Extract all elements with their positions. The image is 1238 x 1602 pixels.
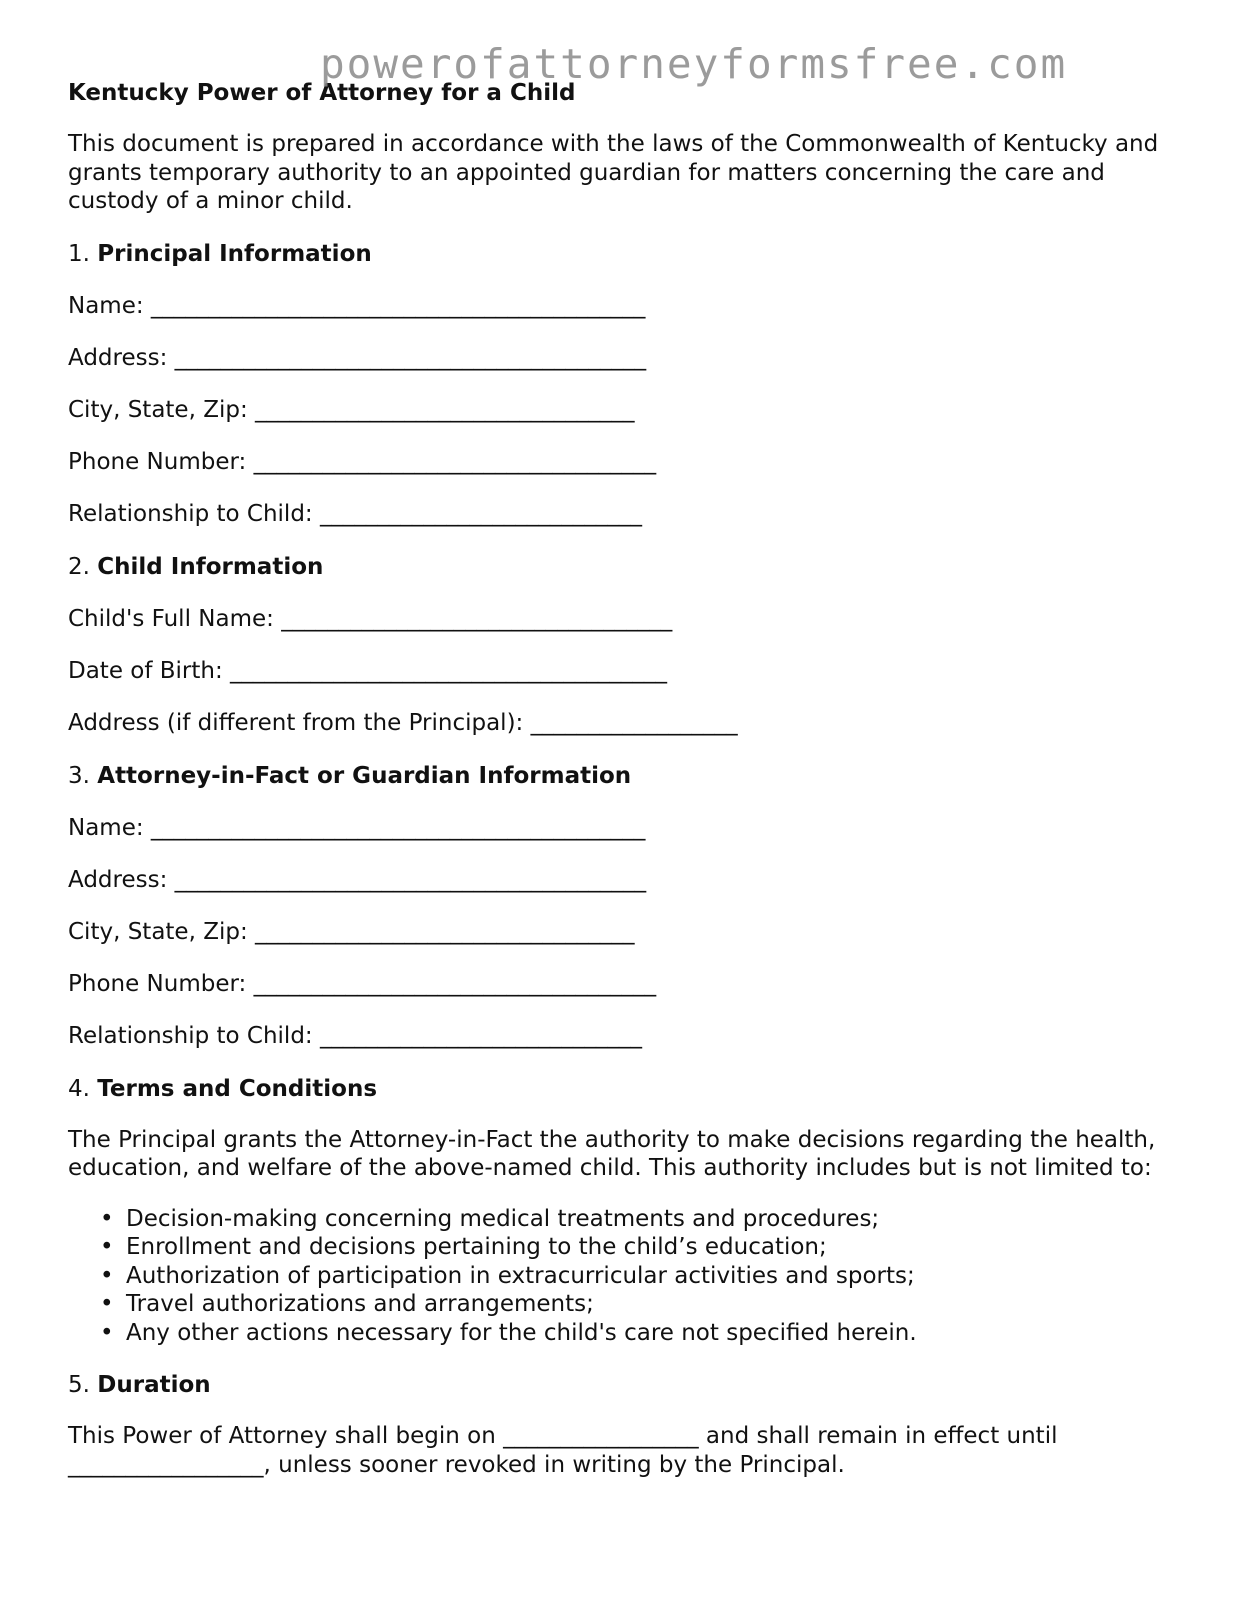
- section-number: 3.: [68, 762, 90, 789]
- principal-address-field[interactable]: Address: _________________________________________: [68, 344, 647, 371]
- attorney-address-field[interactable]: Address: _________________________________________: [68, 866, 647, 893]
- watermark-text: powerofattorneyformsfree.com: [320, 40, 1068, 88]
- section-principal-heading: [68, 239, 1168, 269]
- attorney-relationship-field[interactable]: Relationship to Child: ____________________________: [68, 1022, 642, 1049]
- section-number: 4.: [68, 1075, 90, 1102]
- list-item: [100, 1205, 1168, 1234]
- section-number: 1.: [68, 240, 90, 267]
- bullet-icon: •: [100, 1205, 114, 1232]
- section-title: Child Information: [97, 553, 324, 580]
- attorney-name-field[interactable]: Name: ___________________________________________: [68, 814, 646, 841]
- section-number: 5.: [68, 1372, 90, 1398]
- list-item-text: Decision-making concerning medical treatments and procedures;: [126, 1205, 880, 1232]
- section-title: Principal Information: [97, 240, 372, 267]
- section-child-heading: [68, 552, 1168, 582]
- list-item-text: Travel authorizations and arrangements;: [126, 1291, 594, 1317]
- section-terms-heading: [68, 1074, 1168, 1104]
- section-number: 2.: [68, 553, 90, 580]
- bullet-icon: •: [100, 1234, 114, 1260]
- list-item-text: Authorization of participation in extracurricular activities and sports;: [126, 1262, 915, 1289]
- terms-paragraph: The Principal grants the Attorney-in-Fact the authority to make decisions regarding the health, education, and welfare of the above-named child. This authority includes but is not limited to:: [68, 1126, 1156, 1181]
- attorney-city-state-zip-field[interactable]: City, State, Zip: _________________________________: [68, 918, 635, 945]
- terms-bullet-list: [68, 1205, 1168, 1348]
- principal-name-field[interactable]: Name: ___________________________________________: [68, 292, 646, 319]
- principal-phone-field[interactable]: Phone Number: ___________________________________: [68, 448, 657, 475]
- section-title: Duration: [97, 1372, 211, 1398]
- child-date-of-birth-field[interactable]: Date of Birth: ______________________________________: [68, 657, 668, 684]
- list-item: [100, 1233, 1168, 1262]
- child-address-field[interactable]: Address (if different from the Principal): __________________: [68, 709, 738, 736]
- section-title: Terms and Conditions: [97, 1075, 378, 1102]
- attorney-phone-field[interactable]: Phone Number: ___________________________________: [68, 970, 657, 997]
- list-item-text: Enrollment and decisions pertaining to the child’s education;: [126, 1234, 827, 1260]
- list-item: [100, 1262, 1168, 1291]
- principal-city-state-zip-field[interactable]: City, State, Zip: _________________________________: [68, 396, 635, 423]
- section-title: Attorney-in-Fact or Guardian Information: [97, 762, 632, 789]
- child-full-name-field[interactable]: Child's Full Name: __________________________________: [68, 605, 673, 632]
- section-duration-heading: [68, 1370, 1168, 1400]
- list-item: [100, 1319, 1168, 1348]
- document-page: [68, 78, 1168, 1479]
- list-item: [100, 1290, 1168, 1319]
- section-attorney-heading: [68, 761, 1168, 791]
- bullet-icon: •: [100, 1291, 114, 1317]
- bullet-icon: •: [100, 1262, 114, 1289]
- principal-relationship-field[interactable]: Relationship to Child: ____________________________: [68, 500, 642, 527]
- bullet-icon: •: [100, 1319, 114, 1346]
- duration-paragraph[interactable]: This Power of Attorney shall begin on _________________ and shall remain in effect until _________________, unless sooner revoked in writing by the Principal.: [68, 1423, 1058, 1478]
- document-title: Kentucky Power of Attorney for a Child: [68, 80, 576, 106]
- intro-paragraph: This document is prepared in accordance with the laws of the Commonwealth of Kentucky and grants temporary authority to an appointed guardian for matters concerning the care and custody of a minor child.: [68, 131, 1159, 214]
- list-item-text: Any other actions necessary for the child's care not specified herein.: [126, 1319, 917, 1346]
